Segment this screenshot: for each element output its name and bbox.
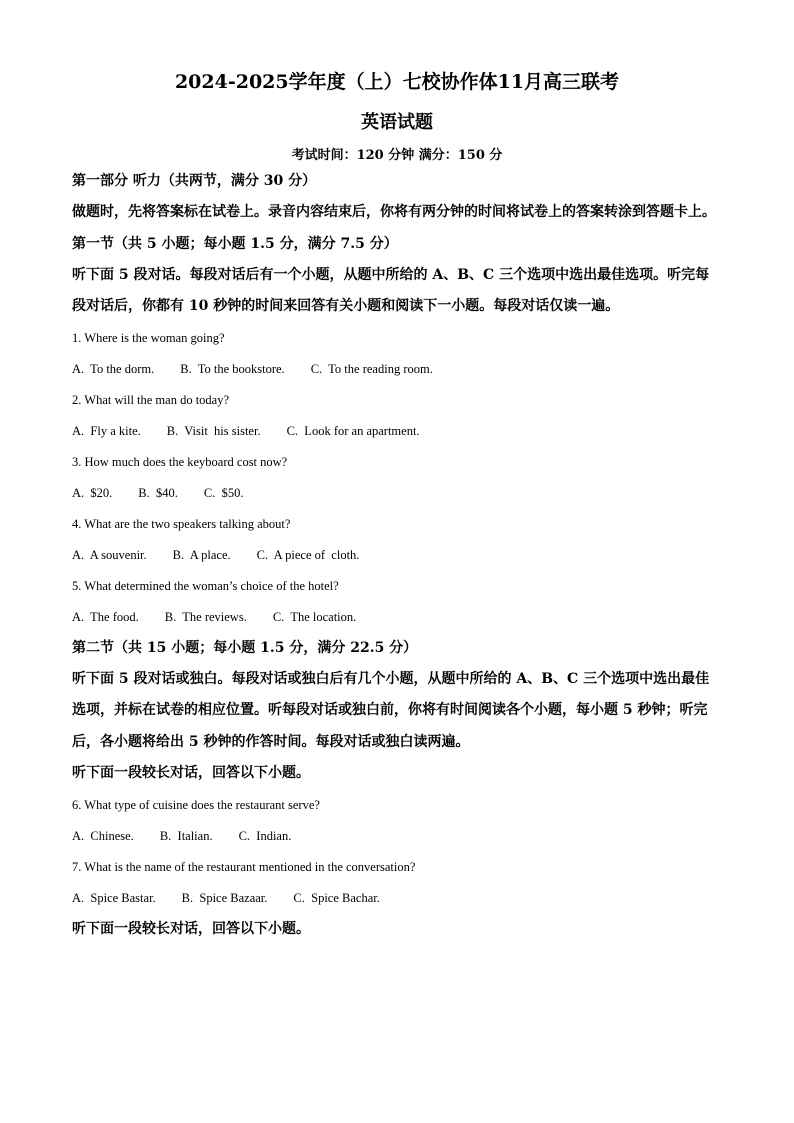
question-4 <box>72 509 722 571</box>
answer-options <box>72 416 722 447</box>
section1-instruction: 听下面 5 段对话。每段对话后有一个小题，从题中所给的 A、B、C 三个选项中选出最佳选项。听完每段对话后，你都有 10 秒钟的时间来回答有关小题和阅读下一小题。每段对话仅读一遍。 <box>72 266 710 314</box>
answer-options <box>72 602 722 633</box>
answer-options <box>72 478 722 509</box>
answer-options <box>72 821 722 852</box>
option-a: A. A souvenir. <box>72 547 147 562</box>
question-6 <box>72 790 722 852</box>
question-2 <box>72 385 722 447</box>
option-b: B. Italian. <box>159 828 213 843</box>
option-a: A. Spice Bastar. <box>72 890 156 905</box>
section2-instruction: 听下面 5 段对话或独白。每段对话或独白后有几个小题，从题中所给的 A、B、C 三个选项中选出最佳选项，并标在试卷的相应位置。听每段对话或独白前，你将有时间阅读各个小题，每小题 5 秒钟；听完后，各小题将给出 5 秒钟的作答时间。每段对话或独白读两遍。 <box>72 670 710 750</box>
option-b: B. Visit his sister. <box>166 423 261 438</box>
exam-title: 2024-2025学年度（上）七校协作体11月高三联考 <box>174 71 620 93</box>
exam-page <box>72 64 722 945</box>
question-7 <box>72 852 722 914</box>
question-text: 4. What are the two speakers talking about? <box>72 516 291 531</box>
option-a: A. To the dorm. <box>72 361 155 376</box>
section2-heading: 第二节（共 15 小题；每小题 1.5 分，满分 22.5 分） <box>72 639 418 656</box>
option-c: C. The location. <box>272 609 357 624</box>
option-a: A. $20. <box>72 485 113 500</box>
option-b: B. The reviews. <box>164 609 247 624</box>
option-c: C. A piece of cloth. <box>256 547 360 562</box>
section1-heading: 第一节（共 5 小题；每小题 1.5 分，满分 7.5 分） <box>72 235 398 252</box>
option-c: C. To the reading room. <box>310 361 433 376</box>
option-b: B. Spice Bazaar. <box>181 890 268 905</box>
option-a: A. Chinese. <box>72 828 134 843</box>
question-5 <box>72 571 722 633</box>
answer-options <box>72 883 722 914</box>
option-b: B. $40. <box>138 485 178 500</box>
question-text: 2. What will the man do today? <box>72 392 230 407</box>
question-3 <box>72 447 722 509</box>
answer-options <box>72 354 722 385</box>
exam-subtitle: 英语试题 <box>361 112 433 133</box>
option-c: C. Look for an apartment. <box>286 423 420 438</box>
part1-heading: 第一部分 听力（共两节，满分 30 分） <box>72 173 317 189</box>
part1-instruction: 做题时，先将答案标在试卷上。录音内容结束后，你将有两分钟的时间将试卷上的答案转涂到答题卡上。 <box>72 204 716 220</box>
question-text: 6. What type of cuisine does the restaurant serve? <box>72 797 320 812</box>
option-a: A. Fly a kite. <box>72 423 141 438</box>
question-text: 1. Where is the woman going? <box>72 330 225 345</box>
dialogue-group-intro: 听下面一段较长对话，回答以下小题。 <box>72 765 310 781</box>
option-b: B. A place. <box>172 547 231 562</box>
option-b: B. To the bookstore. <box>180 361 285 376</box>
exam-info: 考试时间：120 分钟 满分：150 分 <box>291 148 503 163</box>
option-a: A. The food. <box>72 609 139 624</box>
question-text: 7. What is the name of the restaurant mentioned in the conversation? <box>72 859 416 874</box>
option-c: C. Indian. <box>238 828 292 843</box>
answer-options <box>72 540 722 571</box>
question-text: 3. How much does the keyboard cost now? <box>72 454 288 469</box>
question-1 <box>72 323 722 385</box>
dialogue-group-intro: 听下面一段较长对话，回答以下小题。 <box>72 920 310 937</box>
option-c: C. $50. <box>203 485 244 500</box>
option-c: C. Spice Bachar. <box>293 890 380 905</box>
question-text: 5. What determined the woman’s choice of the hotel? <box>72 578 339 593</box>
